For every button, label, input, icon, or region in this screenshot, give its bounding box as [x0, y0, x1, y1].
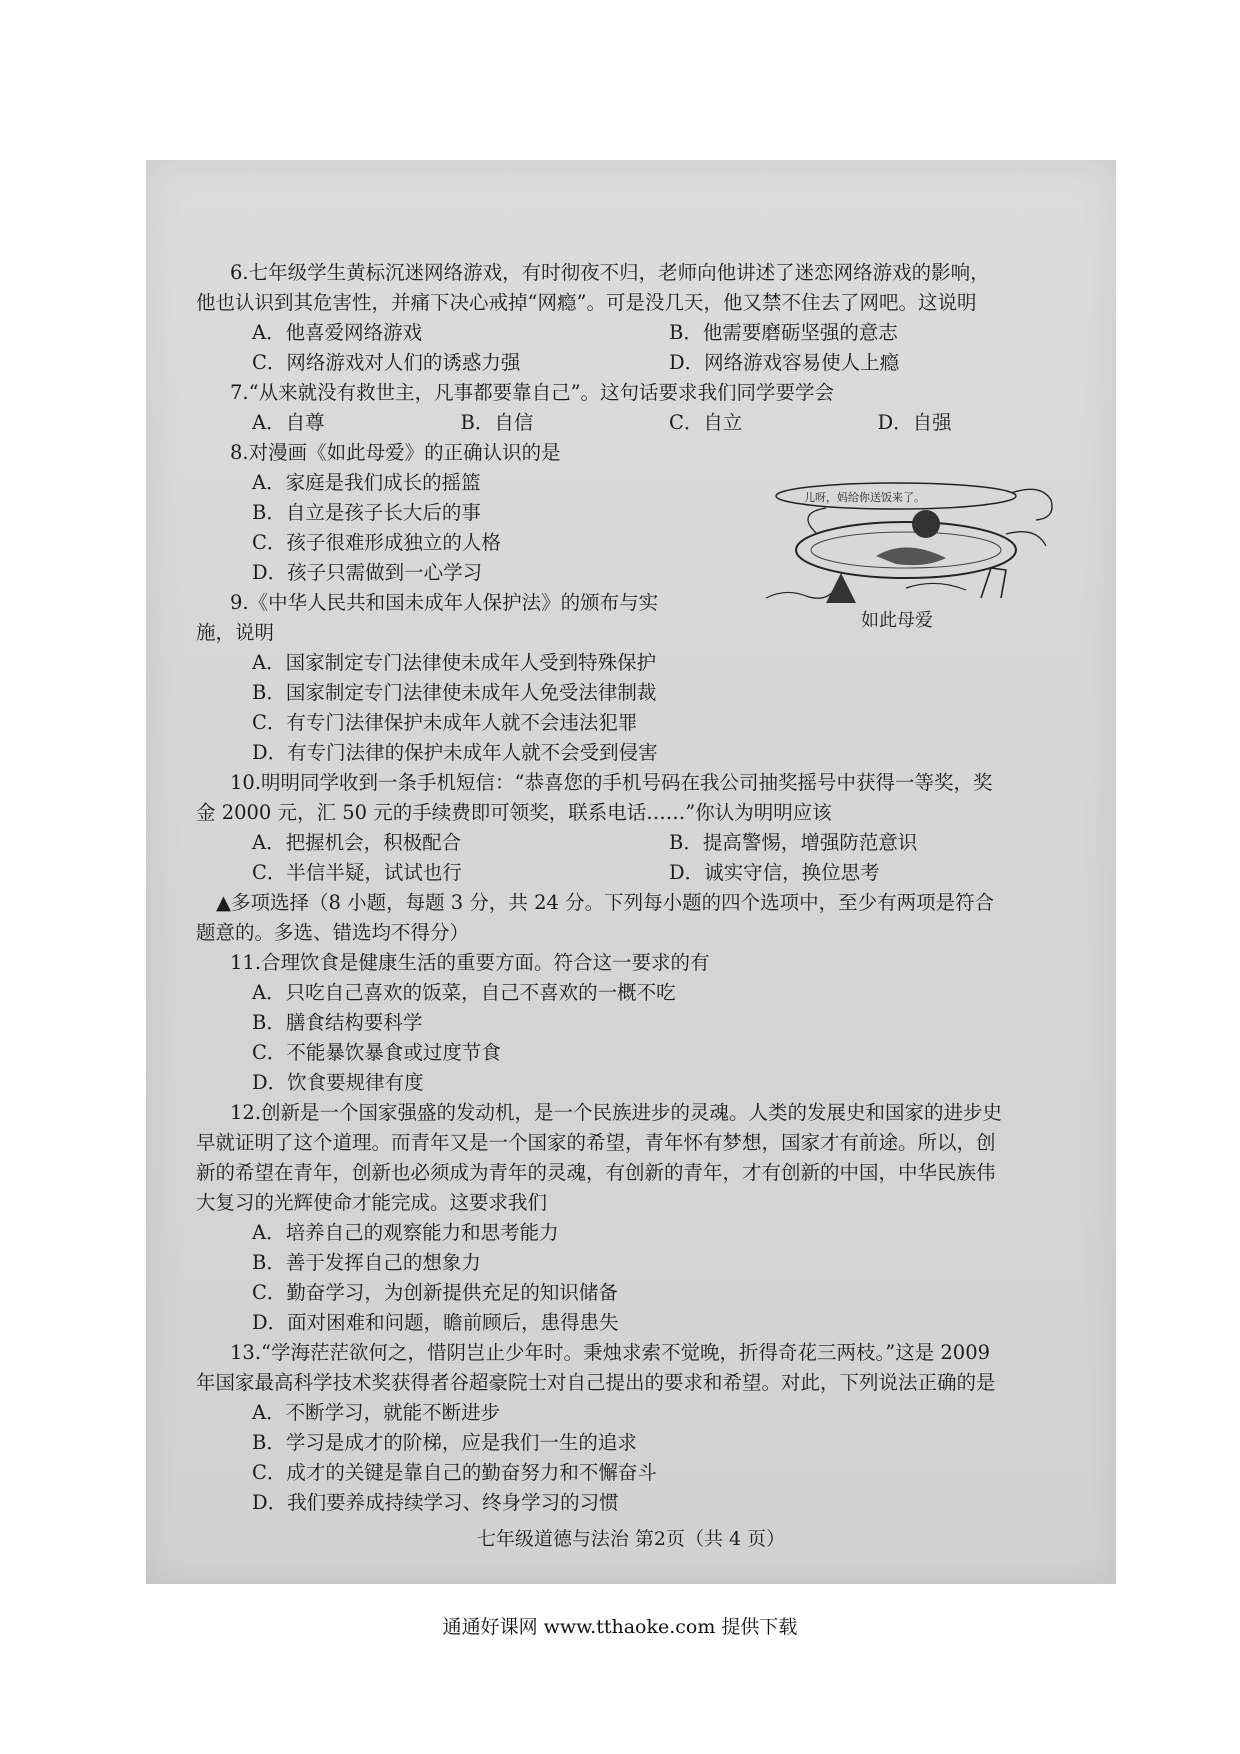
question-7-options	[196, 408, 1086, 438]
section-header-line-2: 题意的。多选、错选均不得分）	[196, 921, 470, 944]
question-10-option-c: C．半信半疑，试试也行	[252, 861, 462, 884]
cartoon-illustration	[756, 438, 1086, 638]
scanned-exam-page	[146, 160, 1116, 1584]
cartoon-speech-text: 儿呀，妈给你送饭来了。	[804, 491, 925, 504]
question-12-stem-line-1: 12.创新是一个国家强盛的发动机，是一个民族进步的灵魂。人类的发展史和国家的进步史	[230, 1101, 1003, 1124]
site-download-footer: 通通好课网 www.tthaoke.com 提供下载	[442, 1616, 798, 1638]
question-10-option-b: B．提高警惕，增强防范意识	[669, 831, 918, 854]
question-10-option-a: A．把握机会，积极配合	[252, 831, 462, 854]
question-12-stem-line-2: 早就证明了这个道理。而青年又是一个国家的希望，青年怀有梦想，国家才有前途。所以，创	[196, 1131, 996, 1154]
question-7-option-c: C．自立	[669, 411, 743, 434]
question-11-option-c: C．不能暴饮暴食或过度节食	[252, 1041, 501, 1064]
question-7-option-a: A．自尊	[252, 411, 325, 434]
section-header-line-1: ▲多项选择（8 小题，每题 3 分，共 24 分。下列每小题的四个选项中，至少有两项是符合	[216, 891, 995, 914]
question-9-option-c: C．有专门法律保护未成年人就不会违法犯罪	[252, 711, 638, 734]
question-12-stem-line-4: 大复习的光辉使命才能完成。这要求我们	[196, 1191, 548, 1214]
question-13-option-c: C．成才的关键是靠自己的勤奋努力和不懈奋斗	[252, 1461, 657, 1484]
question-13-option-a: A．不断学习，就能不断进步	[252, 1401, 501, 1424]
question-6-options-row-2	[196, 348, 1086, 378]
question-8-option-c: C．孩子很难形成独立的人格	[252, 531, 501, 554]
question-10-stem-line-2: 金 2000 元，汇 50 元的手续费即可领奖，联系电话……”你认为明明应该	[196, 801, 832, 824]
question-6-option-d: D．网络游戏容易使人上瘾	[669, 351, 900, 374]
question-10-option-d: D．诚实守信，换位思考	[669, 861, 880, 884]
question-12-option-a: A．培养自己的观察能力和思考能力	[252, 1221, 559, 1244]
exam-content	[196, 258, 1086, 1518]
question-6-options-row-1	[196, 318, 1086, 348]
question-6-option-a: A．他喜爱网络游戏	[252, 321, 423, 344]
question-12-stem-line-3: 新的希望在青年，创新也必须成为青年的灵魂，有创新的青年，才有创新的中国，中华民族伟	[196, 1161, 996, 1184]
question-6-stem-line-2: 他也认识到其危害性，并痛下决心戒掉“网瘾”。可是没几天，他又禁不住去了网吧。这说明	[196, 291, 977, 314]
question-6-option-b: B．他需要磨砺坚强的意志	[669, 321, 898, 344]
question-9-option-b: B．国家制定专门法律使未成年人免受法律制裁	[252, 681, 657, 704]
question-12-option-d: D．面对困难和问题，瞻前顾后，患得患失	[252, 1311, 619, 1334]
cartoon-caption: 如此母爱	[861, 610, 933, 631]
question-10-options-row-1	[196, 828, 1086, 858]
question-10-options-row-2	[196, 858, 1086, 888]
question-8-option-d: D．孩子只需做到一心学习	[252, 561, 483, 584]
question-13-option-b: B．学习是成才的阶梯，应是我们一生的追求	[252, 1431, 637, 1454]
question-6-option-c: C．网络游戏对人们的诱惑力强	[252, 351, 521, 374]
question-9-option-d: D．有专门法律的保护未成年人就不会受到侵害	[252, 741, 658, 764]
question-8-stem: 8.对漫画《如此母爱》的正确认识的是	[230, 441, 561, 464]
question-7-stem: 7.“从来就没有救世主，凡事都要靠自己”。这句话要求我们同学要学会	[230, 381, 835, 404]
question-11-option-d: D．饮食要规律有度	[252, 1071, 424, 1094]
question-9-option-a: A．国家制定专门法律使未成年人受到特殊保护	[252, 651, 657, 674]
question-10-stem-line-1: 10.明明同学收到一条手机短信：“恭喜您的手机号码在我公司抽奖摇号中获得一等奖，奖	[230, 771, 993, 794]
question-7-option-b: B．自信	[460, 411, 534, 434]
question-9-stem-line-1: 9.《中华人民共和国未成年人保护法》的颁布与实	[230, 591, 659, 614]
question-11-option-a: A．只吃自己喜欢的饭菜，自己不喜欢的一概不吃	[252, 981, 676, 1004]
question-13-option-d: D．我们要养成持续学习、终身学习的习惯	[252, 1491, 619, 1514]
question-12-option-b: B．善于发挥自己的想象力	[252, 1251, 481, 1274]
question-12-option-c: C．勤奋学习，为创新提供充足的知识储备	[252, 1281, 618, 1304]
question-8-option-a: A．家庭是我们成长的摇篮	[252, 471, 481, 494]
page-number-footer: 七年级道德与法治 第2页（共 4 页）	[476, 1528, 786, 1550]
question-8-option-b: B．自立是孩子长大后的事	[252, 501, 481, 524]
question-13-stem-line-2: 年国家最高科学技术奖获得者谷超豪院士对自己提出的要求和希望。对此，下列说法正确的是	[196, 1371, 996, 1394]
question-13-stem-line-1: 13.“学海茫茫欲何之，惜阴岂止少年时。秉烛求索不觉晚，折得奇花三两枝。”这是 2009	[230, 1341, 991, 1364]
question-7-option-d: D．自强	[877, 411, 952, 434]
question-11-option-b: B．膳食结构要科学	[252, 1011, 423, 1034]
question-6-stem-line-1: 6.七年级学生黄标沉迷网络游戏，有时彻夜不归，老师向他讲述了迷恋网络游戏的影响，	[230, 261, 990, 284]
question-11-stem: 11.合理饮食是健康生活的重要方面。符合这一要求的有	[230, 951, 710, 974]
question-9-stem-line-2: 施，说明	[196, 621, 275, 644]
cartoon-drawing	[756, 438, 1086, 608]
